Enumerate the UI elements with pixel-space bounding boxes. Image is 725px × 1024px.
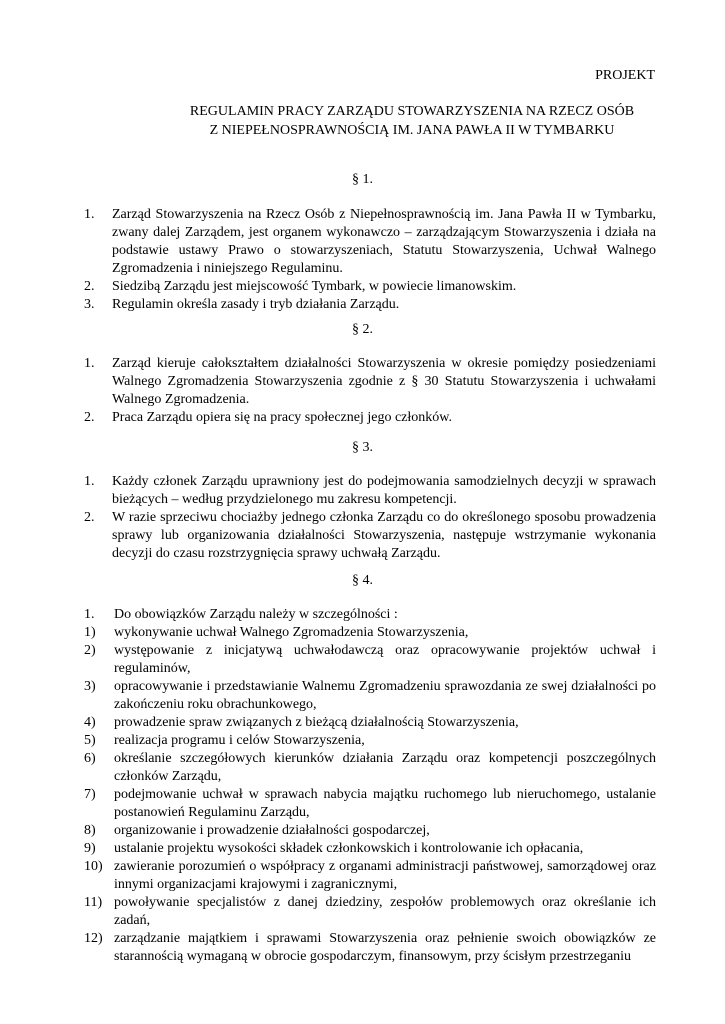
item-number: 8) bbox=[84, 823, 96, 838]
section-3-heading: § 3. bbox=[352, 440, 373, 455]
item-text: organizowanie i prowadzenie działalności gospodarczej, bbox=[114, 823, 430, 838]
item-number: 3) bbox=[84, 679, 96, 694]
item-number: 3. bbox=[84, 297, 95, 312]
document-title bbox=[172, 102, 652, 140]
item-number: 11) bbox=[84, 895, 103, 910]
item-text: Zarząd kieruje całokształtem działalności Stowarzyszenia w okresie pomiędzy posiedzeniami Walnego Zgromadzenia Stowarzyszenia zgodnie z § 30 Statutu Stowarzyszenia i uchwałami Walnego Zgromadzenia. bbox=[112, 356, 656, 407]
item-text: zawieranie porozumień o współpracy z organami administracji państwowej, samorządowej oraz innymi organizacjami krajowymi i zagranicznymi, bbox=[114, 859, 656, 892]
list-item bbox=[84, 409, 656, 427]
item-text: Praca Zarządu opiera się na pracy społecznej jego członków. bbox=[112, 410, 452, 425]
title-line-2: Z NIEPEŁNOSPRAWNOŚCIĄ IM. JANA PAWŁA II W TYMBARKU bbox=[209, 123, 615, 138]
item-number: 4) bbox=[84, 715, 96, 730]
item-text: wykonywanie uchwał Walnego Zgromadzenia Stowarzyszenia, bbox=[114, 625, 469, 640]
item-text: opracowywanie i przedstawianie Walnemu Zgromadzeniu sprawozdania ze swej działalności po zakończeniu roku obrachunkowego, bbox=[114, 679, 656, 712]
list-item bbox=[84, 840, 656, 858]
item-text: ustalanie projektu wysokości składek członkowskich i kontrolowanie ich opłacania, bbox=[114, 841, 584, 856]
item-text: podejmowanie uchwał w sprawach nabycia majątku ruchomego lub nieruchomego, ustalanie postanowień Regulaminu Zarządu, bbox=[114, 787, 656, 820]
list-item bbox=[84, 296, 656, 314]
item-text: określanie szczegółowych kierunków działania Zarządu oraz kompetencji poszczególnych członków Zarządu, bbox=[114, 751, 656, 784]
item-number: 7) bbox=[84, 787, 96, 802]
section-2-list bbox=[84, 355, 656, 427]
section-4-list bbox=[84, 606, 656, 966]
item-text: realizacja programu i celów Stowarzyszenia, bbox=[114, 733, 365, 748]
section-1-list bbox=[84, 206, 656, 314]
item-text: Do obowiązków Zarządu należy w szczególności : bbox=[114, 607, 398, 622]
section-2-heading: § 2. bbox=[352, 322, 373, 337]
list-item bbox=[84, 624, 656, 642]
item-number: 5) bbox=[84, 733, 96, 748]
list-item bbox=[84, 473, 656, 509]
list-item bbox=[84, 858, 656, 894]
item-number: 1. bbox=[84, 607, 95, 622]
item-number: 1) bbox=[84, 625, 96, 640]
item-text: Każdy członek Zarządu uprawniony jest do podejmowania samodzielnych decyzji w sprawach bieżących – według przydzielonego mu zakresu kompetencji. bbox=[112, 474, 656, 507]
item-number: 2. bbox=[84, 410, 95, 425]
item-text: W razie sprzeciwu chociażby jednego członka Zarządu co do określonego sposobu prowadzenia sprawy lub organizowania działalności Stowarzyszenia, następuje wstrzymanie wykonania decyzji do czasu rozstrzygnięcia sprawy uchwałą Zarządu. bbox=[112, 510, 656, 561]
item-text: Regulamin określa zasady i tryb działania Zarządu. bbox=[112, 297, 400, 312]
list-item bbox=[84, 786, 656, 822]
list-item bbox=[84, 714, 656, 732]
item-text: występowanie z inicjatywą uchwałodawczą oraz opracowywanie projektów uchwał i regulaminów, bbox=[114, 643, 656, 676]
list-item bbox=[84, 822, 656, 840]
list-item bbox=[84, 278, 656, 296]
list-item bbox=[84, 750, 656, 786]
item-text: powoływanie specjalistów z danej dziedziny, zespołów problemowych oraz określanie ich zadań, bbox=[114, 895, 656, 928]
item-text: zarządzanie majątkiem i sprawami Stowarzyszenia oraz pełnienie swoich obowiązków ze starannością wymaganą w obrocie gospodarczym, finansowym, przy ścisłym przestrzeganiu bbox=[114, 931, 656, 964]
item-number: 9) bbox=[84, 841, 96, 856]
list-item bbox=[84, 894, 656, 930]
item-text: prowadzenie spraw związanych z bieżącą działalnością Stowarzyszenia, bbox=[114, 715, 519, 730]
section-1-heading: § 1. bbox=[352, 172, 373, 187]
list-item bbox=[84, 509, 656, 563]
list-item bbox=[84, 606, 656, 624]
item-number: 2. bbox=[84, 510, 95, 525]
list-item bbox=[84, 930, 656, 966]
item-text: Siedzibą Zarządu jest miejscowość Tymbark, w powiecie limanowskim. bbox=[112, 279, 517, 294]
title-line-1: REGULAMIN PRACY ZARZĄDU STOWARZYSZENIA NA RZECZ OSÓB bbox=[189, 104, 635, 119]
list-item bbox=[84, 355, 656, 409]
item-number: 2) bbox=[84, 643, 96, 658]
list-item bbox=[84, 206, 656, 278]
item-number: 10) bbox=[84, 859, 103, 874]
item-number: 12) bbox=[84, 931, 103, 946]
list-item bbox=[84, 678, 656, 714]
item-number: 1. bbox=[84, 207, 95, 222]
list-item bbox=[84, 732, 656, 750]
list-item bbox=[84, 642, 656, 678]
item-number: 2. bbox=[84, 279, 95, 294]
item-number: 1. bbox=[84, 474, 95, 489]
projekt-label: PROJEKT bbox=[595, 68, 655, 83]
item-number: 1. bbox=[84, 356, 95, 371]
section-4-heading: § 4. bbox=[352, 573, 373, 588]
item-text: Zarząd Stowarzyszenia na Rzecz Osób z Niepełnosprawnością im. Jana Pawła II w Tymbarku, zwany dalej Zarządem, jest organem wykonawczo – zarządzającym Stowarzyszenia i działa na podstawie ustawy Prawo o stowarzyszeniach, Statutu Stowarzyszenia, Uchwał Walnego Zgromadzenia i niniejszego Regulaminu. bbox=[112, 207, 656, 276]
item-number: 6) bbox=[84, 751, 96, 766]
section-3-list bbox=[84, 473, 656, 563]
